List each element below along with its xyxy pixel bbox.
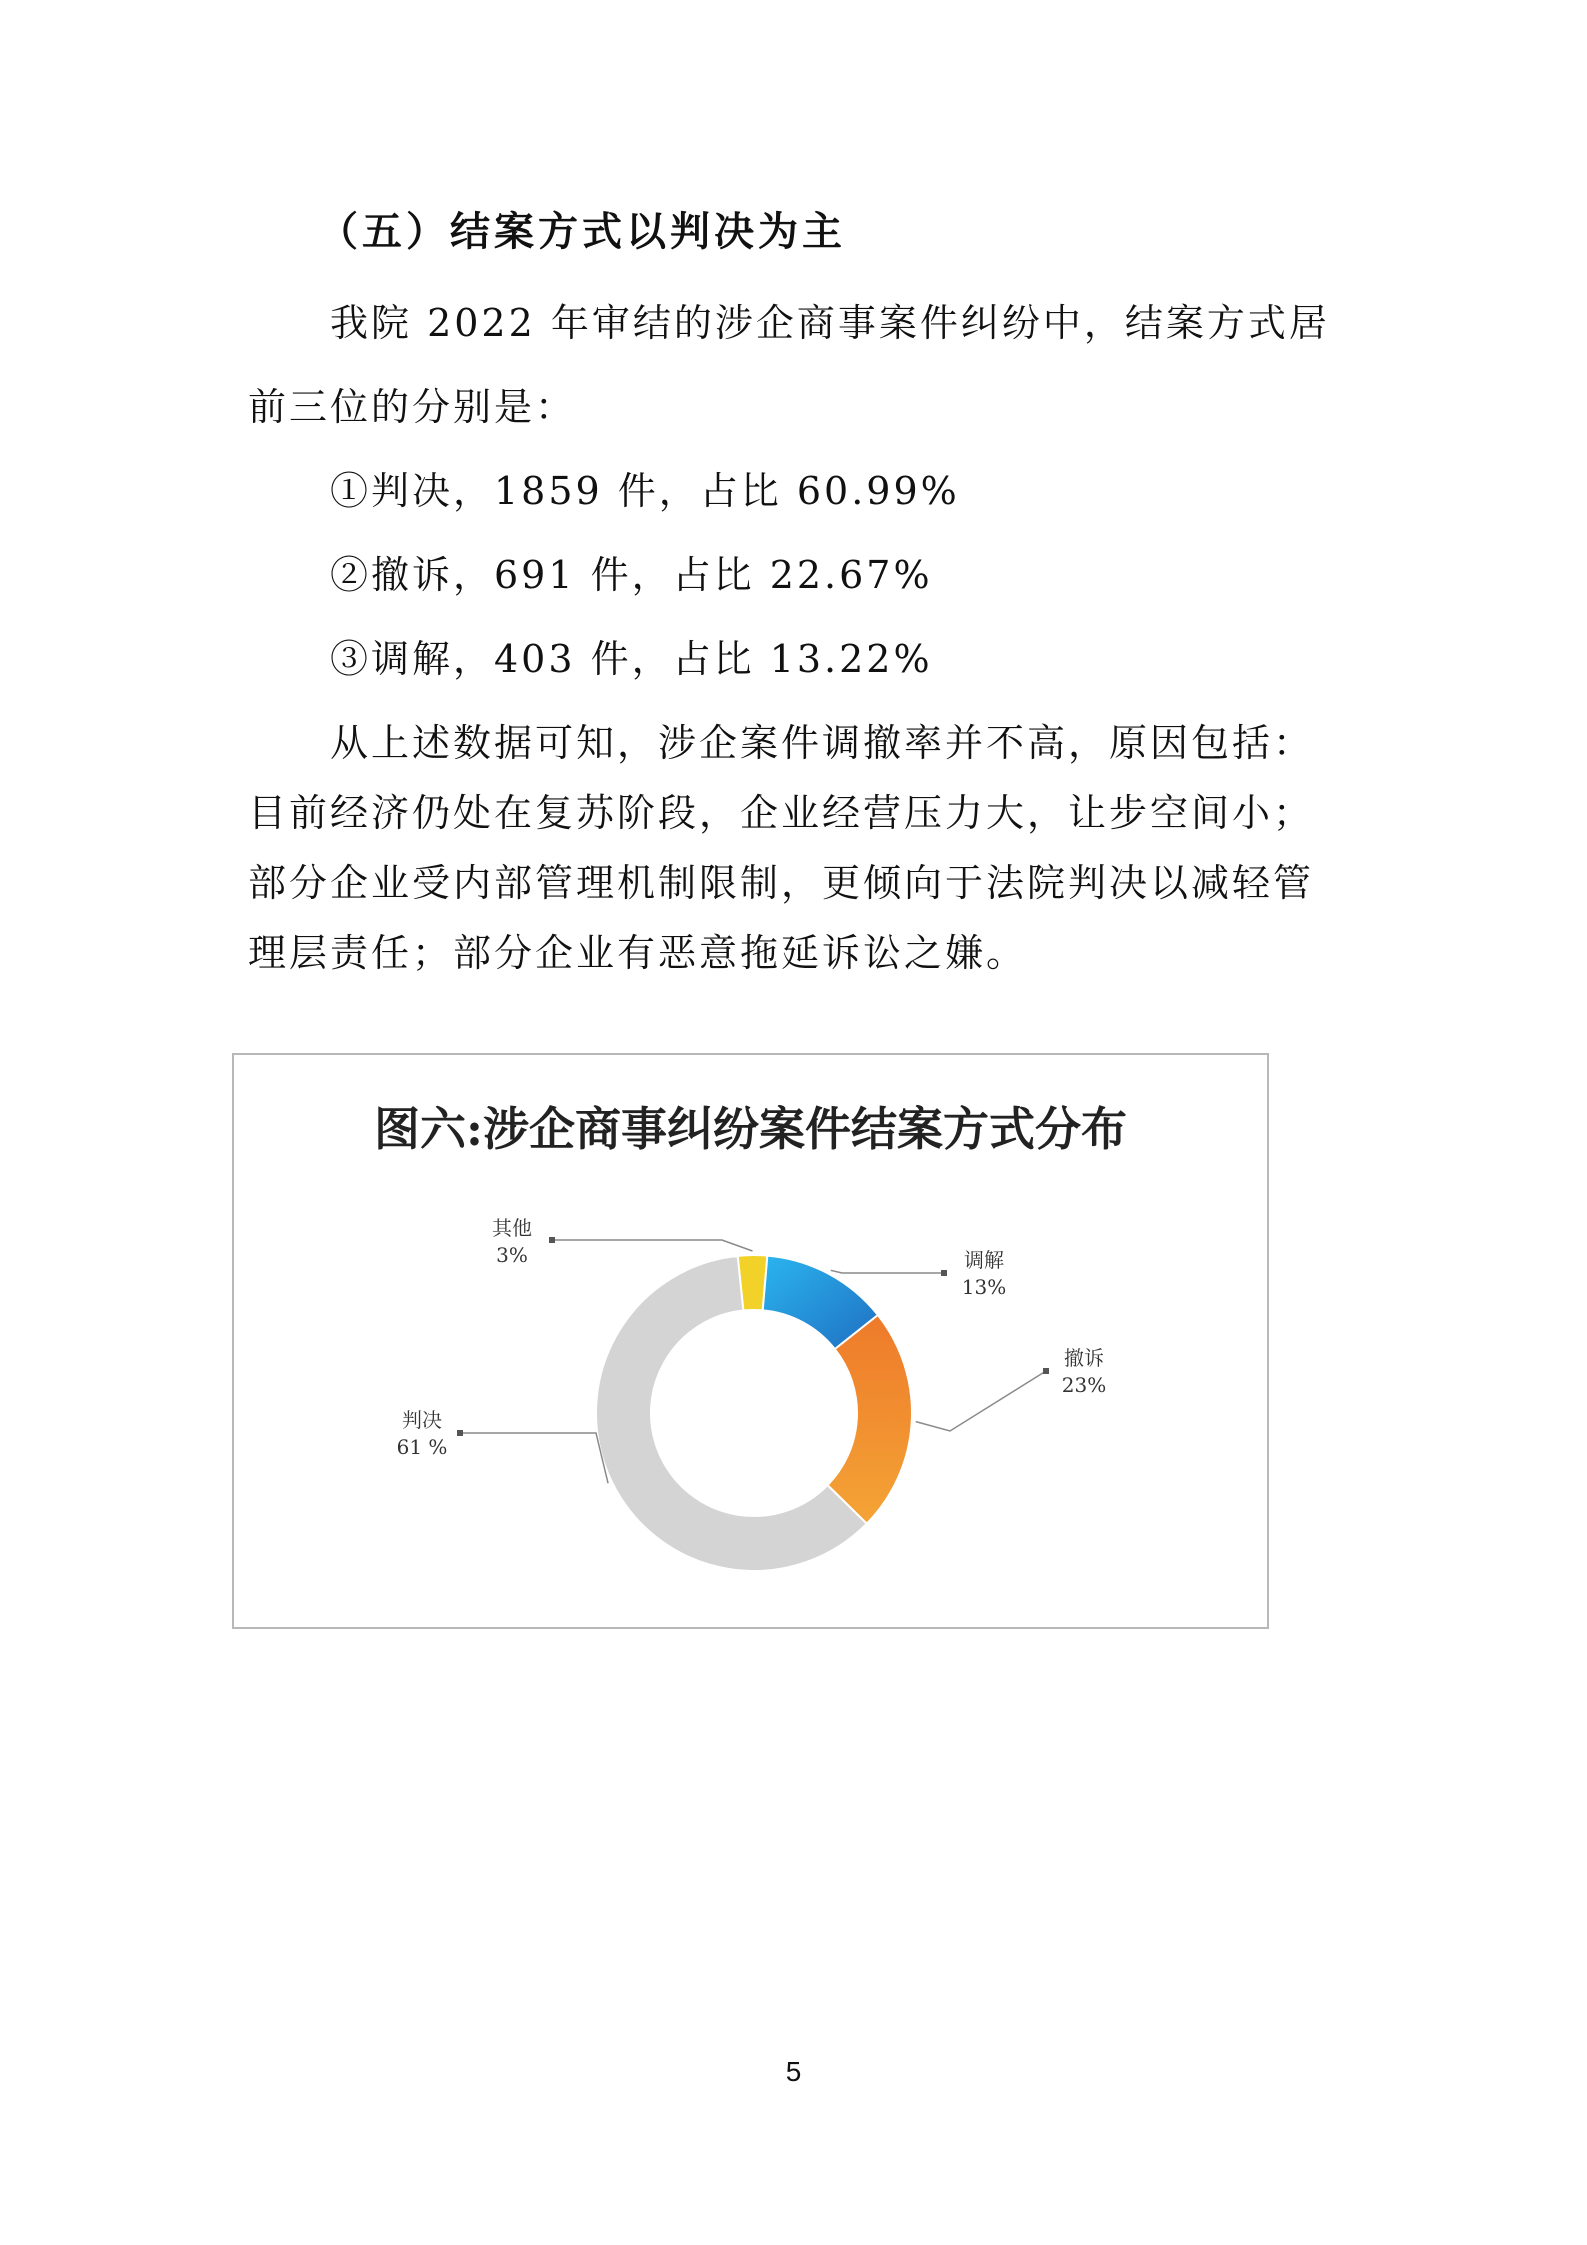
- label-mediation-value: 13%: [961, 1275, 1007, 1299]
- leader-line: [552, 1240, 752, 1251]
- section-heading: （五）结案方式以判决为主: [318, 208, 846, 255]
- result-item-mediation: ③调解，403 件，占比 13.22%: [330, 637, 933, 681]
- label-judgment-name: 判决: [402, 1408, 442, 1432]
- intro-line-2: 前三位的分别是：: [248, 385, 577, 429]
- leader-dot: [457, 1430, 463, 1436]
- page-number: 5: [785, 2056, 802, 2087]
- result-item-judgment: ①判决，1859 件，占比 60.99%: [330, 469, 960, 513]
- label-other-name: 其他: [492, 1216, 532, 1240]
- result-item-withdrawal: ②撤诉，691 件，占比 22.67%: [330, 553, 933, 597]
- intro-line-1: 我院 2022 年审结的涉企商事案件纠纷中，结案方式居: [330, 301, 1330, 345]
- label-judgment-value: 61 %: [396, 1435, 448, 1459]
- chart-title: 图六:涉企商事纠纷案件结案方式分布: [374, 1102, 1127, 1156]
- slice-withdrawal: [828, 1315, 912, 1524]
- donut-chart: [234, 1055, 1267, 1627]
- label-mediation-name: 调解: [964, 1248, 1004, 1272]
- label-withdrawal-value: 23%: [1061, 1373, 1107, 1397]
- label-withdrawal-name: 撤诉: [1064, 1346, 1104, 1370]
- leader-dot: [549, 1237, 555, 1243]
- analysis-line-3: 部分企业受内部管理机制限制，更倾向于法院判决以减轻管: [248, 861, 1315, 905]
- chart-frame: [232, 1053, 1269, 1629]
- analysis-line-4: 理层责任；部分企业有恶意拖延诉讼之嫌。: [248, 931, 1028, 975]
- analysis-line-1: 从上述数据可知，涉企案件调撤率并不高，原因包括：: [330, 721, 1315, 765]
- label-other-value: 3%: [496, 1243, 528, 1267]
- leader-line: [460, 1433, 608, 1483]
- leader-line: [831, 1270, 944, 1273]
- leader-dot: [1043, 1368, 1049, 1374]
- leader-line: [916, 1371, 1046, 1431]
- leader-dot: [941, 1270, 947, 1276]
- analysis-line-2: 目前经济仍处在复苏阶段，企业经营压力大，让步空间小；: [248, 791, 1315, 835]
